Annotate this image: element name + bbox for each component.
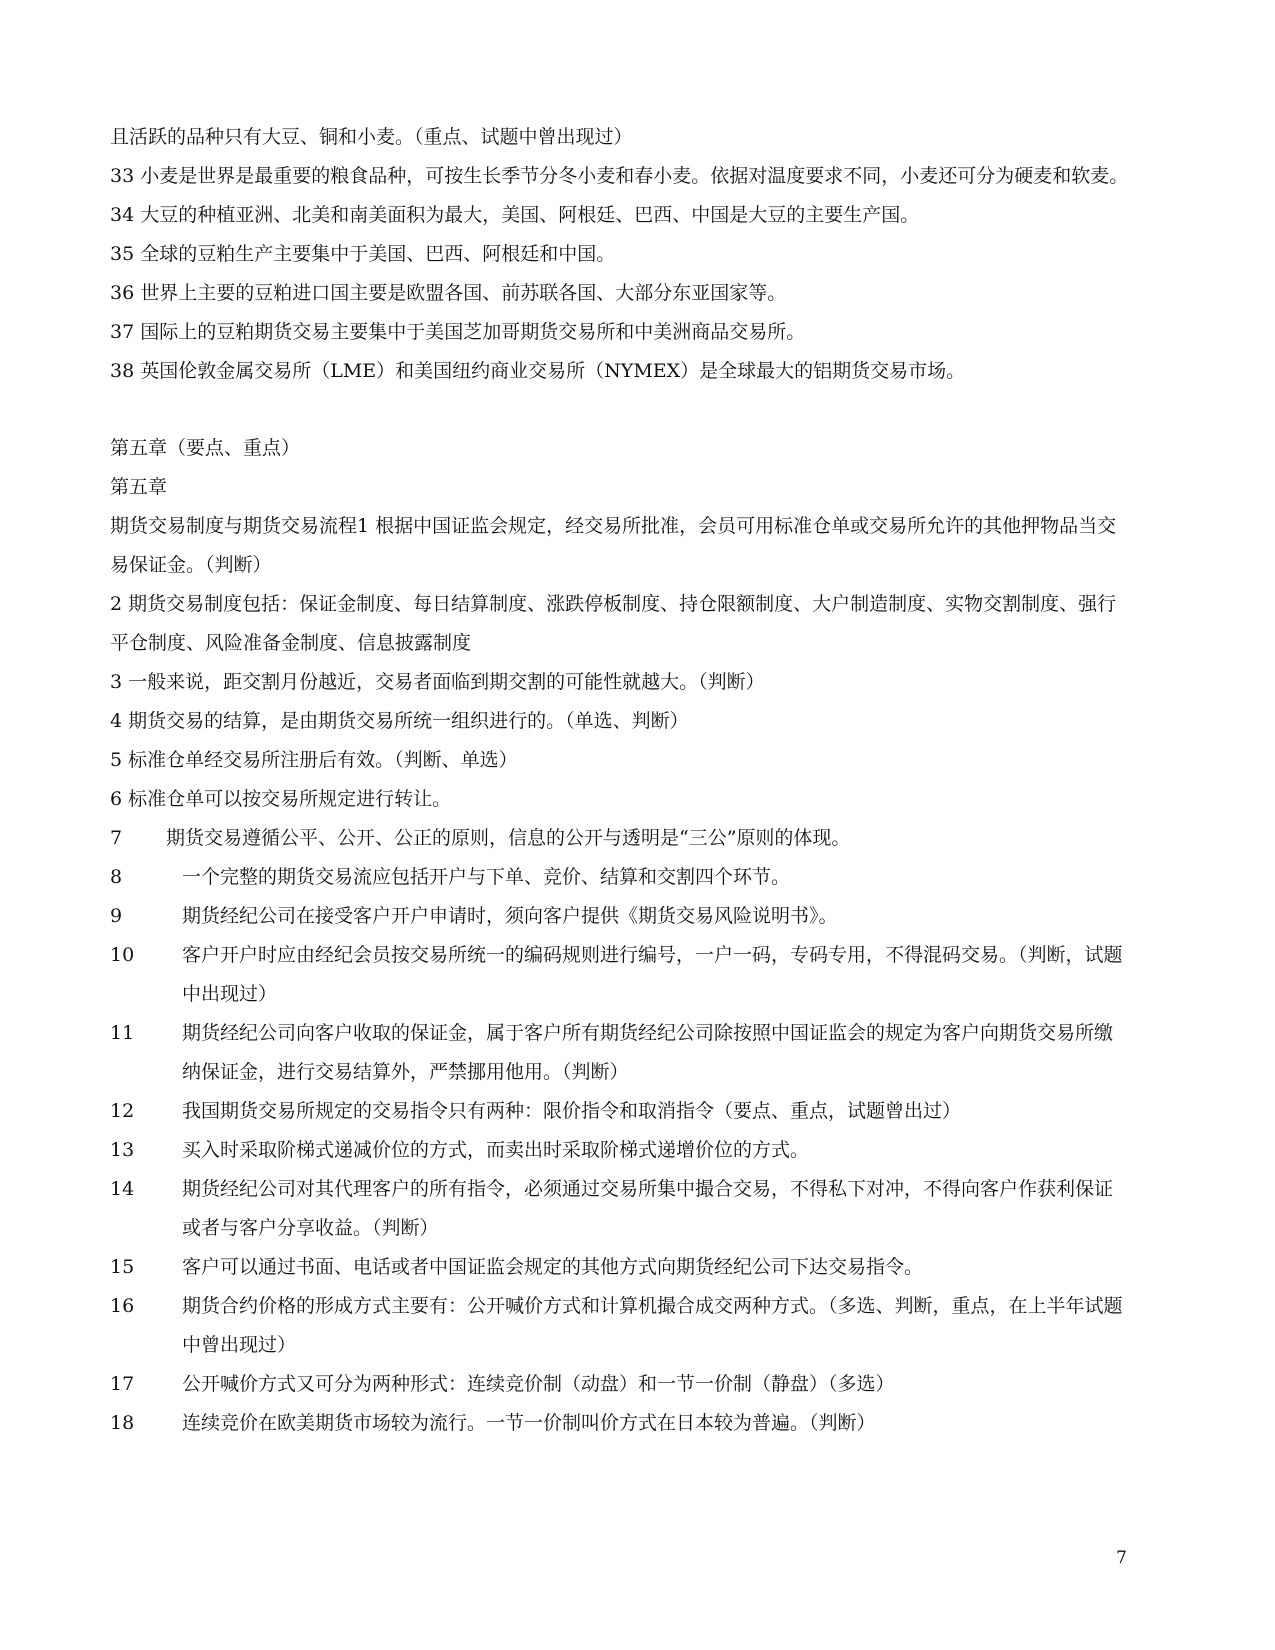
chapter-heading: 第五章（要点、重点） [110, 437, 301, 459]
item-number: 10 [110, 944, 135, 966]
intro-line: 33 小麦是世界是最重要的粮食品种，可按生长季节分冬小麦和春小麦。依据对温度要求不同，小麦还可分为硬麦和软麦。 [110, 165, 1129, 187]
chapter-line: 6 标准仓单可以按交易所规定进行转让。 [110, 788, 452, 810]
item-text: 期货交易遵循公平、公开、公正的原则，信息的公开与透明是“三公”原则的体现。 [166, 827, 851, 849]
chapter-title: 第五章 [110, 476, 168, 498]
chapter-line: 2 期货交易制度包括：保证金制度、每日结算制度、涨跌停板制度、持仓限额制度、大户制造制度、实物交割制度、强行平仓制度、风险准备金制度、信息披露制度 [110, 593, 1117, 654]
page-number: 7 [1116, 1548, 1127, 1568]
item-number: 13 [110, 1139, 135, 1161]
item-number: 11 [110, 1022, 135, 1044]
item-text: 客户可以通过书面、电话或者中国证监会规定的其他方式向期货经纪公司下达交易指令。 [182, 1256, 924, 1278]
numbered-item [110, 1248, 1130, 1287]
item-number: 17 [110, 1373, 135, 1395]
intro-line: 35 全球的豆粕生产主要集中于美国、巴西、阿根廷和中国。 [110, 243, 616, 265]
item-text: 一个完整的期货交易流应包括开户与下单、竞价、结算和交割四个环节。 [182, 866, 791, 888]
item-text: 客户开户时应由经纪会员按交易所统一的编码规则进行编号，一户一码，专码专用，不得混码交易。（判断，试题中出现过） [182, 944, 1123, 1005]
item-number: 14 [110, 1178, 135, 1200]
item-text: 期货经纪公司向客户收取的保证金，属于客户所有期货经纪公司除按照中国证监会的规定为客户向期货交易所缴纳保证金，进行交易结算外，严禁挪用他用。（判断） [182, 1022, 1114, 1083]
intro-line: 37 国际上的豆粕期货交易主要集中于美国芝加哥期货交易所和中美洲商品交易所。 [110, 321, 806, 343]
item-text: 连续竞价在欧美期货市场较为流行。一节一价制叫价方式在日本较为普遍。（判断） [182, 1412, 876, 1434]
chapter-line: 4 期货交易的结算，是由期货交易所统一组织进行的。（单选、判断） [110, 710, 689, 732]
document-body [110, 118, 1130, 1443]
item-text: 买入时采取阶梯式递减价位的方式，而卖出时采取阶梯式递增价位的方式。 [182, 1139, 810, 1161]
numbered-item [110, 1404, 1130, 1443]
intro-line: 38 英国伦敦金属交易所（LME）和美国纽约商业交易所（NYMEX）是全球最大的铝期货交易市场。 [110, 360, 966, 382]
numbered-item [110, 819, 1130, 858]
numbered-item [110, 1092, 1130, 1131]
item-number: 18 [110, 1412, 135, 1434]
numbered-item [110, 1365, 1130, 1404]
item-text: 公开喊价方式又可分为两种形式：连续竞价制（动盘）和一节一价制（静盘）（多选） [182, 1373, 895, 1395]
item-text: 期货经纪公司在接受客户开户申请时，须向客户提供《期货交易风险说明书》。 [182, 905, 838, 927]
numbered-item [110, 1170, 1130, 1248]
item-text: 我国期货交易所规定的交易指令只有两种：限价指令和取消指令（要点、重点，试题曾出过） [182, 1100, 962, 1122]
item-number: 15 [110, 1256, 135, 1278]
numbered-item [110, 897, 1130, 936]
chapter-line: 3 一般来说，距交割月份越近，交易者面临到期交割的可能性就越大。（判断） [110, 671, 765, 693]
intro-line: 且活跃的品种只有大豆、铜和小麦。（重点、试题中曾出现过） [110, 126, 633, 148]
item-number: 9 [110, 905, 123, 927]
chapter-line: 5 标准仓单经交易所注册后有效。（判断、单选） [110, 749, 518, 771]
numbered-item [110, 858, 1130, 897]
numbered-item [110, 1287, 1130, 1365]
chapter-line: 期货交易制度与期货交易流程1 根据中国证监会规定，经交易所批准，会员可用标准仓单或交易所允许的其他押物品当交易保证金。（判断） [110, 515, 1117, 576]
item-number: 12 [110, 1100, 135, 1122]
item-number: 16 [110, 1295, 135, 1317]
intro-line: 34 大豆的种植亚洲、北美和南美面积为最大，美国、阿根廷、巴西、中国是大豆的主要生产国。 [110, 204, 920, 226]
item-number: 8 [110, 866, 123, 888]
numbered-item [110, 1131, 1130, 1170]
item-number: 7 [110, 827, 123, 849]
item-text: 期货合约价格的形成方式主要有：公开喊价方式和计算机撮合成交两种方式。（多选、判断，重点，在上半年试题中曾出现过） [182, 1295, 1123, 1356]
section-gap [110, 391, 1130, 429]
intro-line: 36 世界上主要的豆粕进口国主要是欧盟各国、前苏联各国、大部分东亚国家等。 [110, 282, 787, 304]
item-text: 期货经纪公司对其代理客户的所有指令，必须通过交易所集中撮合交易，不得私下对冲，不得向客户作获利保证或者与客户分享收益。（判断） [182, 1178, 1114, 1239]
numbered-item [110, 1014, 1130, 1092]
numbered-item [110, 936, 1130, 1014]
